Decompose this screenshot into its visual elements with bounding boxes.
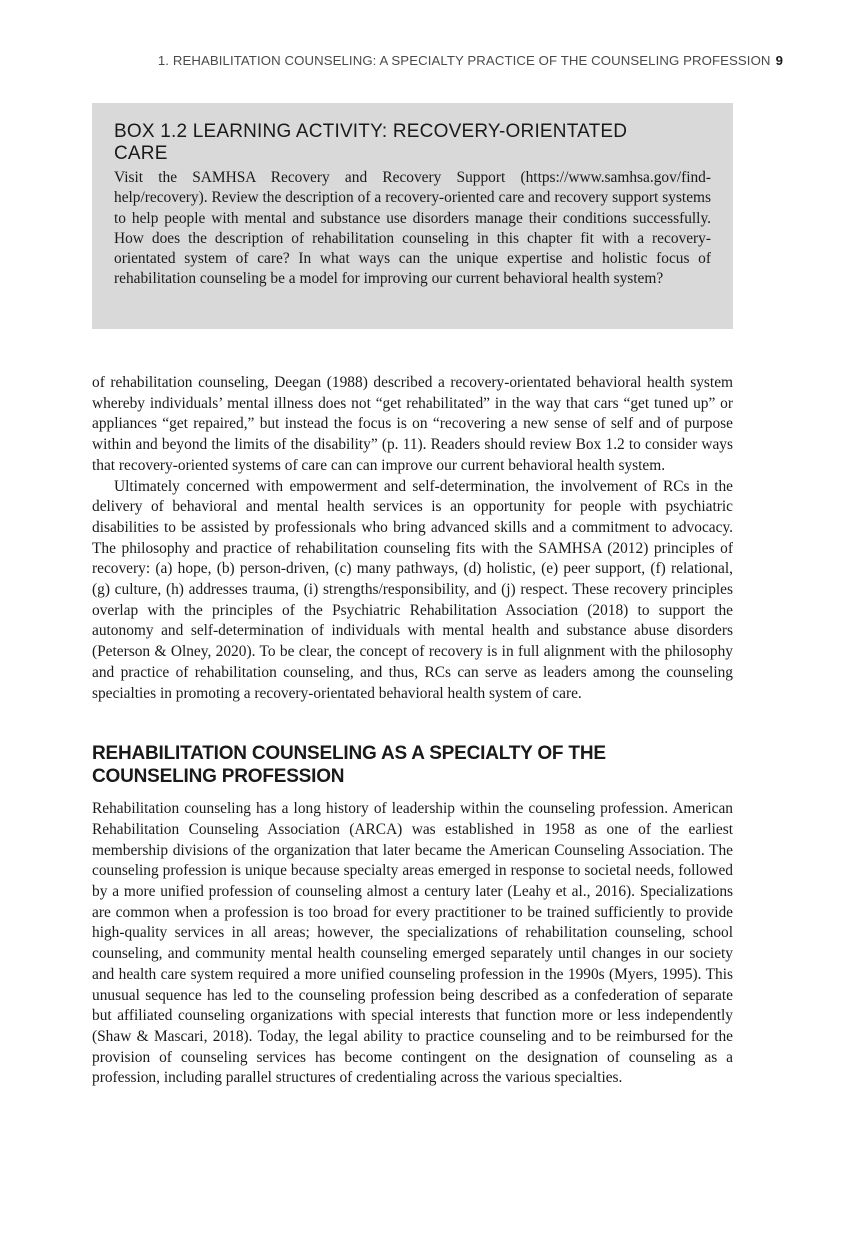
paragraph-empowerment: Ultimately concerned with empowerment and self-determination, the involvement of RCs in the delivery of behavioral and mental health services is an opportunity for people with psychiatric disabilities to be assisted by professionals who bring advanced skills and a commitment to advocacy. The philosophy and practice of rehabilitation counseling fits with the SAMHSA (2012) principles of recovery: (a) hope, (b) person-driven, (c) many pathways, (d) holistic, (e) peer support, (f) relational, (g) culture, (h) addresses trauma, (i) strengths/responsibility, and (j) respect. These recovery principles overlap with the principles of the Psychiatric Rehabilitation Association (2018) to support the autonomy and self-determination of individuals with mental health and substance abuse disorders (Peterson & Olney, 2020). To be clear, the concept of recovery is in full alignment with the philosophy and practice of rehabilitation counseling, and thus, RCs can serve as leaders among the counseling specialties in promoting a recovery-orientated behavioral health system of care.: [92, 477, 733, 702]
running-head-title: 1. REHABILITATION COUNSELING: A SPECIALTY PRACTICE OF THE COUNSELING PROFESSION: [157, 53, 771, 68]
section-heading: REHABILITATION COUNSELING AS A SPECIALTY OF THE COUNSELING PROFESSION: [92, 743, 606, 788]
learning-activity-box: [92, 103, 733, 329]
box-title: BOX 1.2 LEARNING ACTIVITY: RECOVERY-ORIENTATED CARE: [114, 121, 628, 164]
main-text: [92, 373, 733, 1089]
paragraph-continuation: of rehabilitation counseling, Deegan (1988) described a recovery-orientated behavioral health system whereby individuals’ mental illness does not “get rehabilitated” in the way that cars “get tuned up” or appliances “get repaired,” but instead the focus is on “recovering a new sense of self and of purpose within and beyond the limits of the disability” (p. 11). Readers should review Box 1.2 to consider ways that recovery-oriented systems of care can can improve our current behavioral health system.: [92, 374, 733, 474]
page-number: 9: [775, 53, 783, 68]
section-paragraph: Rehabilitation counseling has a long history of leadership within the counseling profession. American Rehabilitation Counseling Association (ARCA) was established in 1958 as one of the earliest membership divisions of the organization that later became the American Counseling Association. The counseling profession is unique because specialty areas emerged in response to societal needs, followed by a more unified profession of counseling almost a century later (Leahy et al., 2016). Specializations are common when a profession is too broad for every practitioner to be trained sufficiently to provide high-quality services in all areas; however, the specializations of rehabilitation counseling, school counseling, and community mental health counseling emerged separately until changes in our society and health care system required a more unified counseling profession in the 1990s (Myers, 1995). This unusual sequence has led to the counseling profession being described as a confederation of separate but affiliated counseling organizations with special interests that function more or less independently (Shaw & Mascari, 2018). Today, the legal ability to practice counseling and to be reimbursed for the provision of counseling services has become contingent on the designation of counseling as a profession, including parallel structures of credentialing across the various specialties.: [92, 800, 733, 1087]
running-head: [158, 53, 783, 68]
box-body: Visit the SAMHSA Recovery and Recovery Support (https://www.samhsa.gov/find-help/recovery). Review the description of a recovery-oriented care and recovery support systems to help people with mental and substance use disorders manage their conditions successfully. How does the description of rehabilitation counseling in this chapter fit with a recovery-orientated system of care? In what ways can the unique expertise and holistic focus of rehabilitation counseling be a model for improving our current behavioral health system?: [114, 169, 711, 288]
